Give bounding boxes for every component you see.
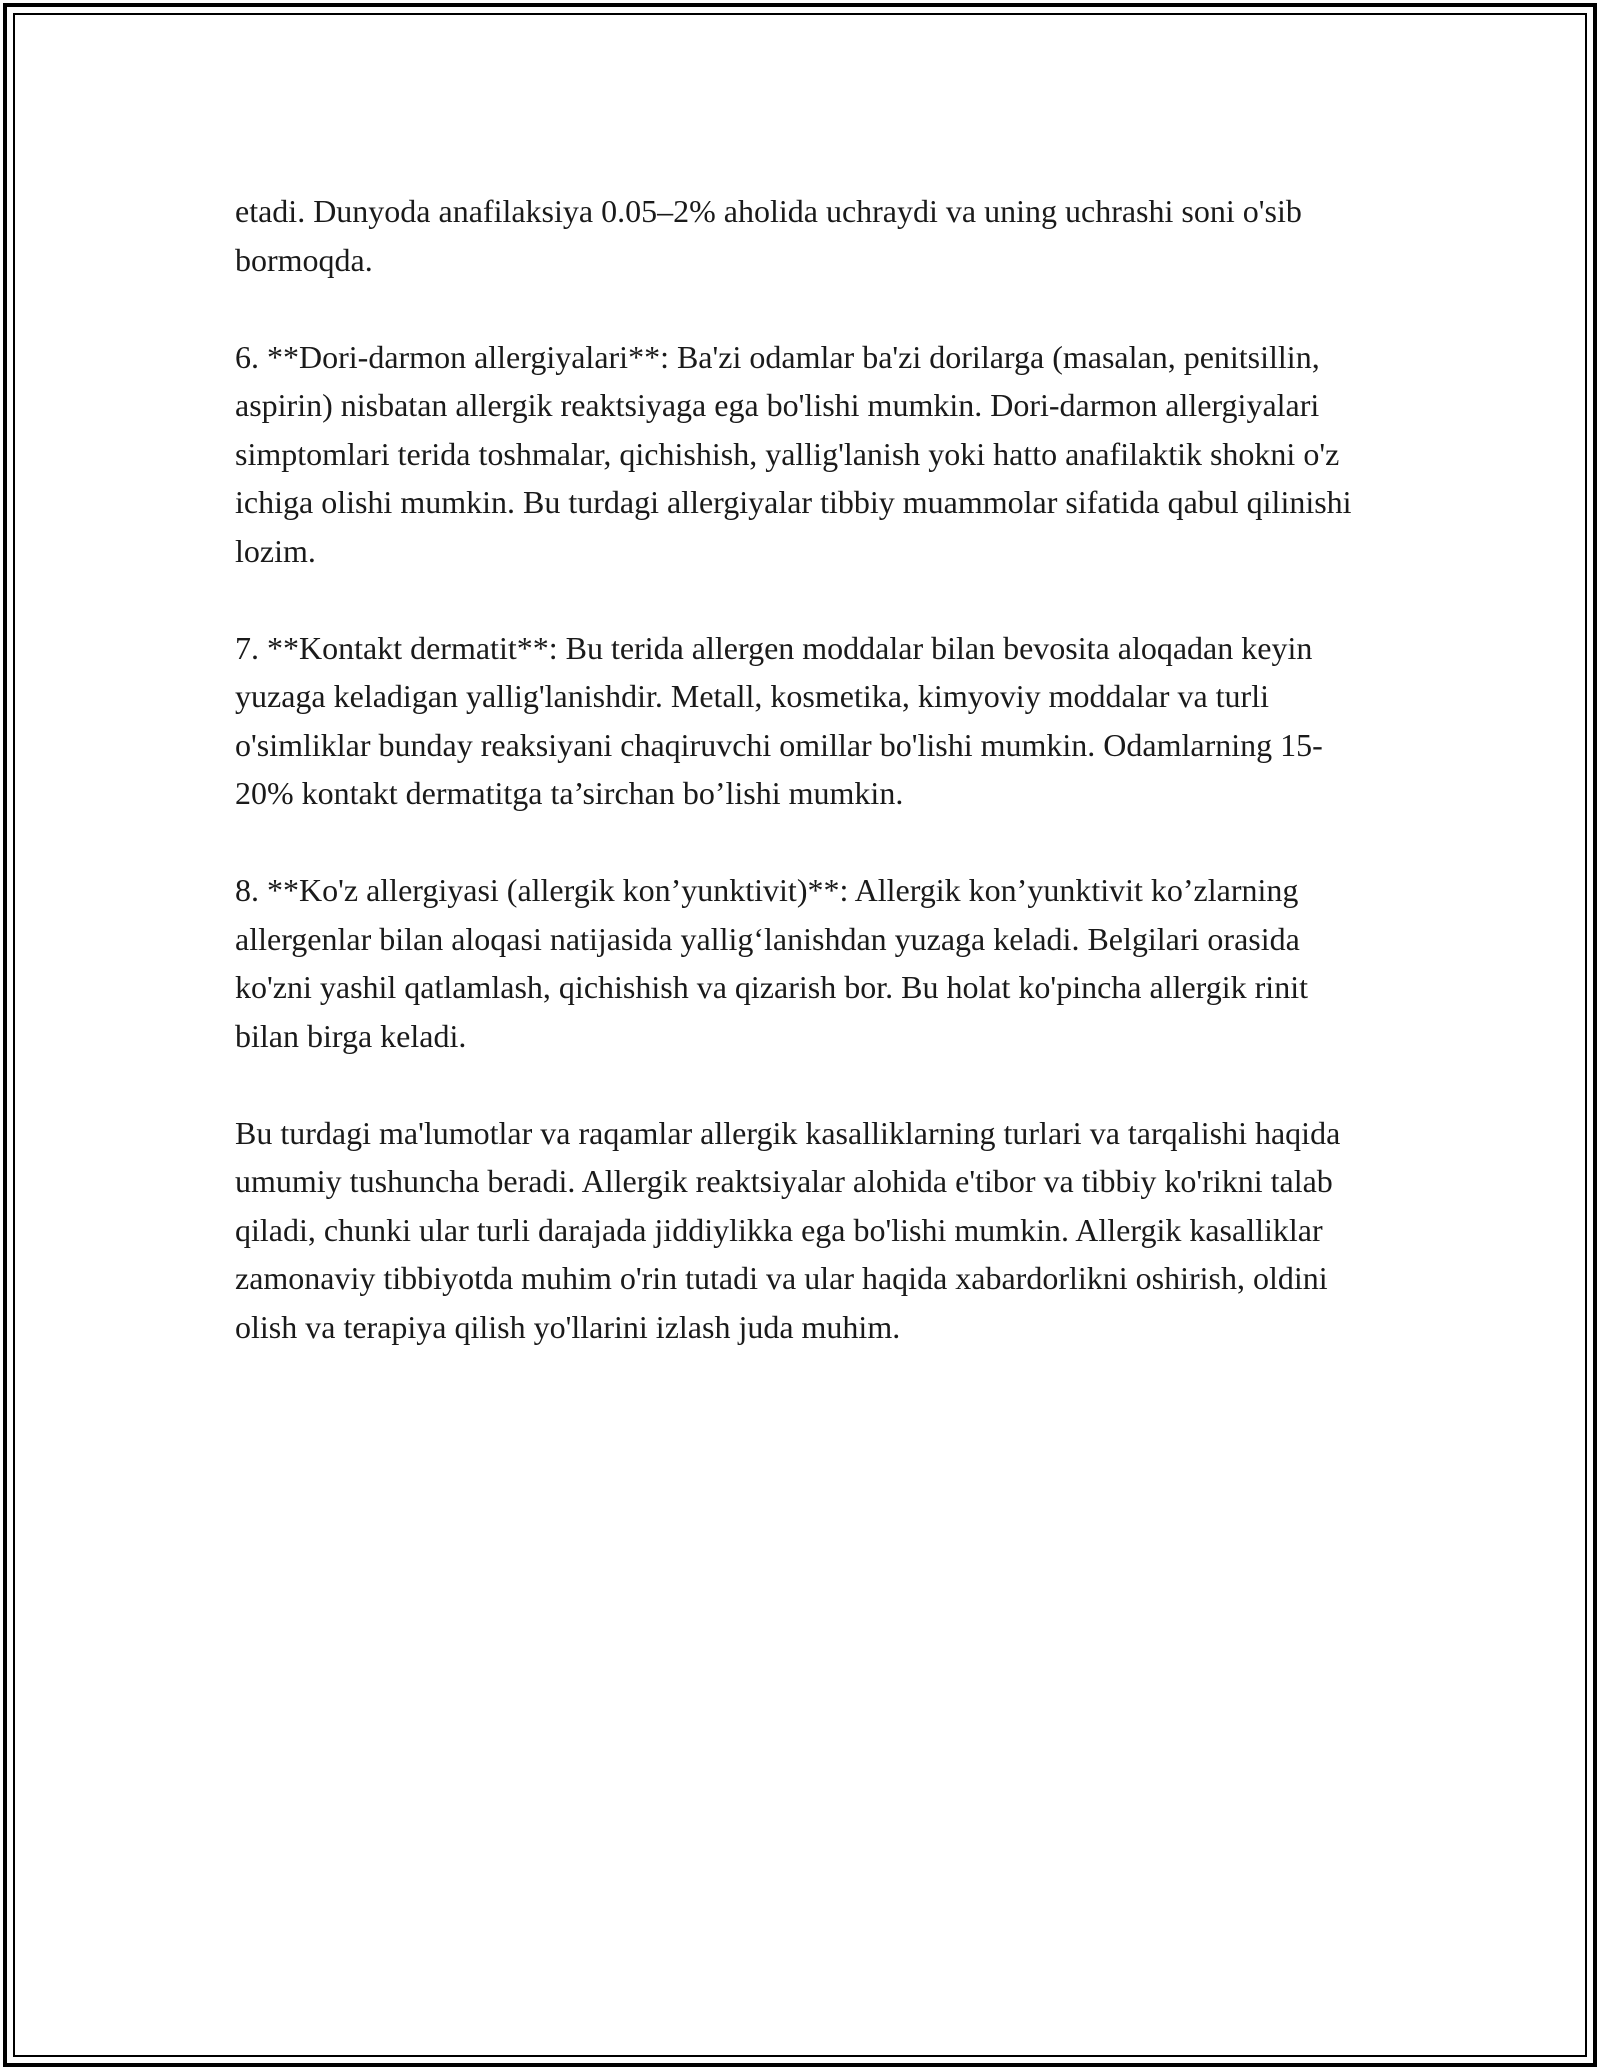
- paragraph-drug-allergies: 6. **Dori-darmon allergiyalari**: Ba'zi odamlar ba'zi dorilarga (masalan, penitsillin, aspirin) nisbatan allergik reaktsiyaga ega bo'lishi mumkin. Dori-darmon allergiyalari simptomlari terida toshmalar, qichishish, yallig'lanish yoki hatto anafilaktik shokni o'z ichiga olishi mumkin. Bu turdagi allergiyalar tibbiy muammolar sifatida qabul qilinishi lozim.: [235, 338, 1352, 569]
- paragraph-contact-dermatitis: 7. **Kontakt dermatit**: Bu terida allergen moddalar bilan bevosita aloqadan keyin yuzaga keladigan yallig'lanishdir. Metall, kosmetika, kimyoviy moddalar va turli o'simliklar bunday reaksiyani chaqiruvchi omillar bo'lishi mumkin. Odamlarning 15-20% kontakt dermatitga ta’sirchan bo’lishi mumkin.: [235, 629, 1323, 811]
- paragraph-anaphylaxis-continuation: etadi. Dunyoda anafilaksiya 0.05–2% aholida uchraydi va uning uchrashi soni o'sib bormoqda.: [235, 193, 1302, 278]
- paragraph-eye-allergy: 8. **Ko'z allergiyasi (allergik kon’yunktivit)**: Allergik kon’yunktivit ko’zlarning allergenlar bilan aloqasi natijasida yallig‘lanishdan yuzaga keladi. Belgilari orasida ko'zni yashil qatlamlash, qichishish va qizarish bor. Bu holat ko'pincha allergik rinit bilan birga keladi.: [235, 872, 1308, 1054]
- document-body: [235, 187, 1375, 1351]
- paragraph-conclusion: Bu turdagi ma'lumotlar va raqamlar allergik kasalliklarning turlari va tarqalishi haqida umumiy tushuncha beradi. Allergik reaktsiyalar alohida e'tibor va tibbiy ko'rikni talab qiladi, chunki ular turli darajada jiddiylikka ega bo'lishi mumkin. Allergik kasalliklar zamonaviy tibbiyotda muhim o'rin tutadi va ular haqida xabardorlikni oshirish, oldini olish va terapiya qilish yo'llarini izlash juda muhim.: [235, 1114, 1341, 1345]
